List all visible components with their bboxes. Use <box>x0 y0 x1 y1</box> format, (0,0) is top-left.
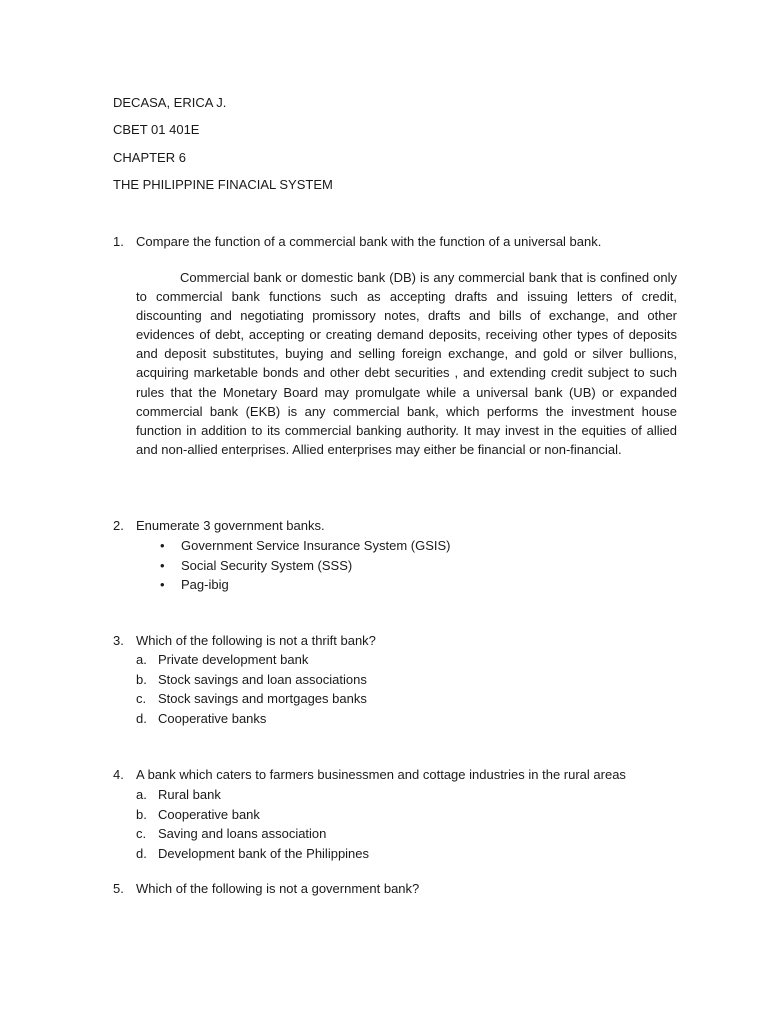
question-3-number: 3. <box>113 633 124 648</box>
question-2-text: Enumerate 3 government banks. <box>136 518 325 533</box>
question-1-number: 1. <box>113 234 124 249</box>
topic-title: THE PHILIPPINE FINACIAL SYSTEM <box>113 177 333 192</box>
student-name: DECASA, ERICA J. <box>113 95 227 110</box>
bullet-icon: • <box>160 538 165 553</box>
section-code: CBET 01 401E <box>113 122 200 137</box>
bullet-icon: • <box>160 557 165 573</box>
question-5-number: 5. <box>113 881 124 896</box>
question-4-number: 4. <box>113 767 124 782</box>
question-1-text: Compare the function of a commercial bank with the function of a universal bank. <box>136 234 602 249</box>
chapter-label: CHAPTER 6 <box>113 150 186 165</box>
question-2-number: 2. <box>113 518 124 533</box>
question-4-text: A bank which caters to farmers businessmen and cottage industries in the rural areas <box>136 767 626 782</box>
document-page: DECASA, ERICA J. CBET 01 401E CHAPTER 6 THE PHILIPPINE FINACIAL SYSTEM 1. Compare the function of a commercial bank with the function of a universal bank. Commercial bank or domestic bank (DB) is any commercial bank that is confined only to commercial bank functions such as accepting drafts and issuing letters of credit, discounting and negotiating promissory notes, drafts and bills of exchange, and other evidences of debt, accepting or creating demand deposits, receiving other types of deposits and deposit substitutes, buying and selling foreign exchange, and gold or silver bullions, acquiring marketable bonds and other debt securities , and extending credit subject to such rules that the Monetary Board may promulgate while a universal bank (UB) or expanded commercial bank (EKB) is any commercial bank, which performs the investment house function in addition to its commercial banking authority. It may invest in the equities of allied and non-allied enterprises. Allied enterprises may either be financial or non-financial. 2. Enumerate 3 government banks. • Government Service Insurance System (GSIS) • Social Security System (SSS) • Pag-ibig 3. Which of the following is not a thrift bank? a. Private development bank b. Stock savings and loan associations c. Stock savings and mortgages banks d. Cooperative banks 4. A bank which caters to farmers businessmen and cottage industries in the rural areas a. Rural bank b. Cooperative bank c. Saving and loans association d. Development bank of the Philippines 5. Which of the following is not a government bank? <box>113 95 677 896</box>
question-1-answer: Commercial bank or domestic bank (DB) is any commercial bank that is confined only to commercial bank functions such as accepting drafts and issuing letters of credit, discounting and negotiating promissory notes, drafts and bills of exchange, and other evidences of debt, accepting or creating demand deposits, receiving other types of deposits and deposit substitutes, buying and selling foreign exchange, and gold or silver bullions, acquiring marketable bonds and other debt securities , and extending credit subject to such rules that the Monetary Board may promulgate while a universal bank (UB) or expanded commercial bank (EKB) is any commercial bank, which performs the investment house function in addition to its commercial banking authority. It may invest in the equities of allied and non-allied enterprises. Allied enterprises may either be financial or non-financial. <box>136 270 677 457</box>
question-5-text: Which of the following is not a government bank? <box>136 881 420 896</box>
question-3-text: Which of the following is not a thrift bank? <box>136 633 376 648</box>
bullet-icon: • <box>160 577 165 592</box>
